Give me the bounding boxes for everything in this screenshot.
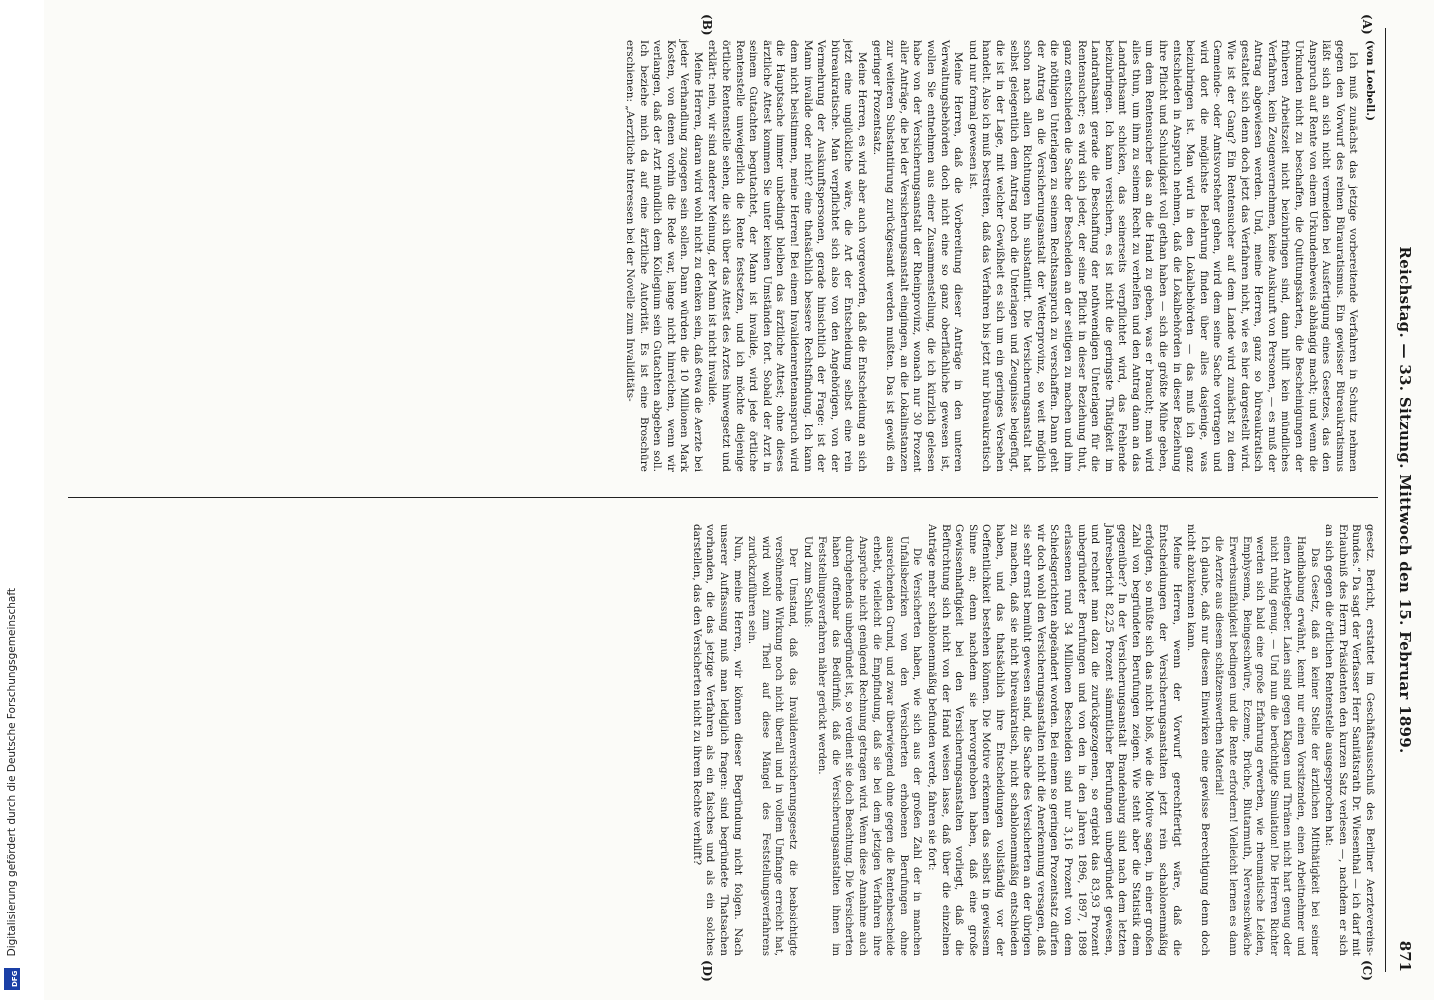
page-title: Reichstag. — 33. Sitzung. Mittwoch den 15. Februar 1899.: [1396, 246, 1414, 754]
paragraph: Ich glaube, daß nur diesem Einwirken eine gewisse Berechtigung denn doch nicht abzukennen kann.: [1185, 524, 1211, 956]
margin-marker-d: (D): [700, 960, 714, 982]
paragraph: gesetz. Bericht, erstattet im Geschäftsausschuß des Berliner Aerztevereins-Bundes.“ Da sagt der Verfasser Herr Sanitätsrath Dr. Wiesenthal — ich darf mit Erlaubniß des Herrn Präsidenten den kurzen Satz verlesen —, nachdem er sich an sich gegen die örtlichen Rentenstelle ausgesprochen hat:: [1323, 524, 1376, 956]
dfg-logo-icon: DFG: [4, 968, 20, 990]
digitization-credit: Digitalisierung gefördert durch die Deutsche Forschungsgemeinschaft: [6, 588, 18, 957]
paragraph: Meine Herren, daß die Vorbereitung dieser Anträge in den unteren Verwaltungsbehörden doch nicht eine so ganz oberflächliche gewesen ist, wollen Sie entnehmen aus einer Zusammenstellung, die ich kürzlich gelesen habe von der Versicherungsanstalt der Rheinprovinz, wonach nur 30 Prozent aller Anträge, die bei der Versicherungsanstalt eingingen, an die Lokalinstanzen zur weiteren Substantiirung zurückgesandt werden mußten. Das ist gewiß ein geringer Prozentsatz.: [870, 40, 965, 472]
rotated-page: [44, 0, 1434, 1000]
margin-marker-a: (A): [1360, 14, 1374, 35]
page-number: 871: [1396, 940, 1414, 972]
block-quote: Der Umstand, daß das Invalidenversicherungsgesetz die beabsichtigte versöhnende Wirkung noch nicht überall und in vollem Umfange erreicht hat, wird wohl zum Theil auf diese Mängel des Feststellungsverfahrens zurückzuführen sein.: [746, 536, 799, 956]
block-quote: Das Gesetz, daß an keiner Stelle der ärztlichen Mitthätigkeit bei seiner Handhabung erwähnt, kennt nur einen Vorsitzenden, einen Arbeitnehmer und einen Arbeitgeber. Laien sind gegen Klagen und Thränen nicht hart genug oder nicht ruhig genug. — Und nun die berüchtigte Simulation! Die Herren Richter werden sich bald eine große Erfahrung erwerben, wie rheumatische Leiden, Emphysema, Beingeschwüre, Eczeme, Brüche, Blutarmuth, Nervenschwäche Erwerbsunfähigkeit bedingen und die Rente erfordern! Vielleicht lernen es dann die Aerzte aus diesem schätzenswerthen Material!: [1213, 536, 1320, 956]
header-rule: [1385, 28, 1386, 972]
margin-marker-c: (C): [1360, 960, 1374, 981]
paragraph: Ich muß zunächst das jetzige vorbereitende Verfahren in Schutz nehmen gegen den Vorwurf des reinen Bürauratismus. Ein gewisser Büreaukratismus läßt sich an sich nicht vermeiden bei Ausfertigung eines Gesetzes, das den Anspruch auf Rente von einem Urkundenbeweis abhängig macht; und wenn die Urkunden nicht zu beschaffen, die Quittungskarten, die Bescheinigungen der früheren Arbeitszeit nicht beizubringen sind, dann hilft kein mündliches Verfahren, kein Zeugenvernehmen, keine Auskunft von Personen, — es muß der Antrag abgewiesen werden. Und, meine Herren, ganz so büreaukratisch gestaltet sich denn doch jetzt das Verfahren nicht, wie es hier dargestellt wird. Wie ist der Gang? Ein Rentensucher auf dem Lande wird zunächst zu dem Gemeinde- oder Amtsvorsteher gehen, wird dem seine Sache vortragen und wird dort die möglichste Belehrung finden über alles dasjenige, was beizubringen ist. Man wird in den Lokalbehörden — das muß ich ganz entschieden in Anspruch nehmen, daß die Lokalbehörden in dieser Beziehung ihre Pflicht und Schuldigkeit voll gethan haben — sich die größte Mühe geben, um dem Rentensucher das an die Hand zu geben, was er braucht; man wird alles thun, um ihm zu seinem Recht zu verhelfen und den Antrag dann an das Landrathsamt schicken, das seinerseits verpflichtet wird, das Fehlende beizubringen. Ich kann versichern, es ist nicht die geringste Thätigkeit im Landrathsamt gerade die Beschaffung der nothwendigen Unterlagen für die Rentensucher; es wird sich jeder, der seine Pflicht in dieser Beziehung thut, ganz entschieden die Sache der Bescheiden an der seitigen zu machen und ihm die nöthigen Unterlagen zu seinem Rechtsanspruch zu verschaffen. Dann geht der Antrag an die Versicherungsanstalt der Wetterprovinz, so weit möglich schon nach allen Richtungen hin substantiirt. Die Versicherungsanstalt hat selbst gelegentlich dem Antrag noch die Unterlagen und Zeugnisse beigefügt, die ist in der Lage, mit welcher Gewißheit es sich um ein geringes Versehen handelt. Also ich muß bestreiten, daß das Verfahren bis jetzt nur büreaukratisch und nur formal gewesen ist.: [966, 40, 1360, 472]
margin-marker-b: (B): [700, 14, 714, 36]
paragraph: Nun, meine Herren, wir können dieser Begründung nicht folgen. Nach unserer Auffassung muß man lediglich fragen: sind begründete Thatsachen vorhanden, die das jetzige Verfahren als ein falsches und als ein solches darstellen, das den Versicherten nicht zu ihrem Rechte verhilft?: [690, 524, 744, 956]
paragraph: Und zum Schluß:: [801, 536, 814, 628]
paragraph: Meine Herren, daran wird wohl nicht zu denken sein, daß etwa die Aerzte bei jeder Verhandlung zugegen sein sollen. Dann würden die 10 Millionen Mark Kosten, von denen vorhin die Rede war, lange nicht hinreichen, wenn wir verlangen, daß der Arzt mündlich dem Kollegium sein Gutachten abgeben soll. Ich beziehe mich da auf eine ärztliche Autorität. Es ist eine Broschüre erschienen: „Aerztliche Interessen bei der Novelle zum Invaliditäts-: [623, 40, 704, 472]
block-quote: Die Versicherten haben, wie sich aus der großen Zahl der in manchen Unfallsbezirken von den Versicherten erhobenen Berufungen ohne ausreichenden Grund, und zwar überwiegend ohne gegen die Rentenbescheide erhebt, vielleicht die Empfindung, daß sie bei dem jetzigen Verfahren ihre Ansprüche nicht genügend Rechnung getragen wird. Wenn diese Annahme auch durchgehends unbegründet ist, so verdient sie doch Beachtung. Die Versicherten haben offenbar das Bedürfniß, daß die Versicherungsanstalten ihnen im Feststellungsverfahren näher gerückt werden.: [816, 536, 923, 956]
column-divider: [68, 497, 1378, 498]
left-column: [621, 40, 1376, 472]
running-head: [1388, 28, 1414, 972]
right-column: [688, 524, 1376, 956]
paragraph: Meine Herren, es wird aber auch vorgeworfen, daß die Entscheidung an sich jetzt eine unglückliche wäre, die Art der Entscheidung selbst eine rein büreaukratische. Man verpflichtet sich also von den Angehörigen, von der Vermehrung der Auskunftspersonen, gerade hinsichtlich der Frage: ist der Mann invalide oder nicht? eine thatsächlich bessere Rechtsfindung. Ich kann dem nicht beistimmen, meine Herren! Bei einem Invalidenrentenanspruch wird die Hauptsache immer unbedingt bleiben das ärztliche Attest; ohne dieses ärztliche Attest kommen Sie unter keinen Umständen fort. Sobald der Arzt in seinem Gutachten begutachtet, der Mann ist invalide, wird jede örtliche Rentenstelle unweigerlich die Rente festsetzen, und ich möchte diejenige örtliche Rentenstelle sehen, die sich über das Attest des Arztes hinwegsetzt und erklärt: nein, wir sind anderer Meinung, der Mann ist nicht invalide.: [706, 40, 869, 472]
paragraph: Meine Herren, wenn der Vorwurf gerechtfertigt wäre, daß die Entscheidungen der Versicherungsanstalten jetzt rein schablonenmäßig erfolgten, so müßte sich das nicht bloß, wie die Motive sagen, in einer großen Zahl von begründeten Berufungen zeigen. Wie steht aber die Statistik dem gegenüber? In der Versicherungsanstalt Brandenburg sind nach dem letzten Jahresbericht 82,25 Prozent sämmtlicher Berufungen unbegründet gewesen, und rechnet man dazu die zurückgezogenen, so ergiebt das 83,93 Prozent unbegründeter Berufungen und von den in den Jahren 1896, 1897, 1898 erlassenen rund 34 Millionen Bescheiden sind nur 3,16 Prozent von dem Schiedsgerichten abgeändert worden. Bei einem so geringen Prozentsatz dürfen wir doch wohl den Versicherungsanstalten nicht die Anerkennung versagen, daß sie sehr ernst bemüht gewesen sind, die Sache des Versicherten an der übrigen zu machen, daß sie nicht büreaukratisch, nicht schablonenmäßig entschieden haben, und das thatsächlich ihre Entscheidungen vollständig vor der Oeffentlichkeit bestehen können. Die Motive erkennen das selbst in gewissem Sinne an; denn nachdem sie hervorgehoben haben, daß eine große Gewissenhaftigkeit bei den Versicherungsanstalten vorliegt, daß die Befürchtung sich nicht von der Hand weisen lasse, daß über die einzelnen Anträge mehr schablonenmäßig befunden werde, fahren sie fort:: [926, 524, 1183, 956]
speaker-name: (von Loebell.): [1364, 40, 1376, 121]
